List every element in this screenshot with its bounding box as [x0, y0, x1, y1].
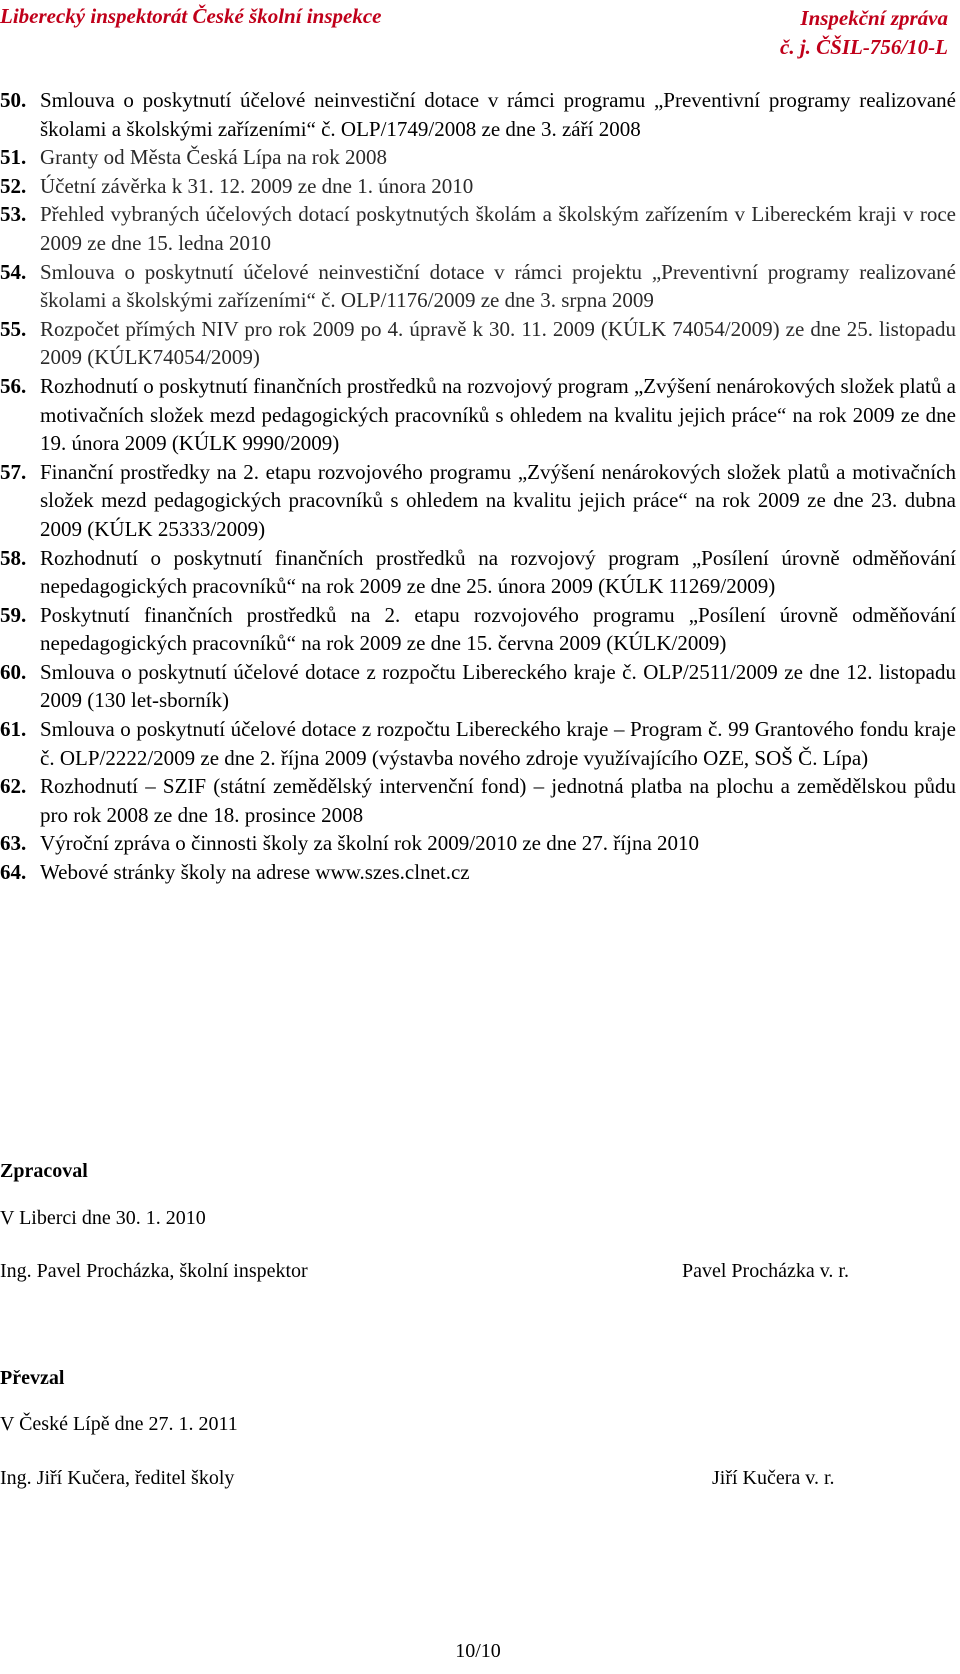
- header-report-title: Inspekční zpráva: [800, 6, 948, 30]
- header-report-info: [780, 4, 948, 62]
- list-item: [0, 715, 956, 772]
- list-item: [0, 315, 956, 372]
- list-item-text: Smlouva o poskytnutí účelové neinvestiční dotace v rámci programu „Preventivní programy realizované školami a školskými zařízeními“ č. OLP/1749/2008 ze dne 3. září 2008: [40, 88, 956, 141]
- list-item-text: Granty od Města Česká Lípa na rok 2008: [40, 145, 388, 170]
- list-item-text: Rozhodnutí o poskytnutí finančních prostředků na rozvojový program „Zvýšení nenárokových složek platů a motivačních složek mezd pedagogických pracovníků s ohledem na kvalitu jejich práce“ na rok 2009 ze dne 19. února 2009 (KÚLK 9990/2009): [40, 373, 956, 456]
- list-item-number: 62.: [0, 774, 27, 799]
- list-item-text: Finanční prostředky na 2. etapu rozvojového programu „Zvýšení nenárokových složek platů a motivačních složek mezd pedagogických pracovníků s ohledem na kvalitu jejich práce“ na rok 2009 ze dne 23. dubna 2009 (KÚLK 25333/2009): [40, 459, 956, 541]
- list-item-number: 64.: [0, 860, 27, 885]
- prepared-signature: Pavel Procházka v. r.: [682, 1260, 849, 1282]
- list-item-number: 57.: [0, 459, 27, 484]
- list-item-text: Přehled vybraných účelových dotací poskytnutých školám a školským zařízením v Libereckém kraji v roce 2009 ze dne 15. ledna 2010: [40, 202, 956, 255]
- list-item-text: Účetní závěrka k 31. 12. 2009 ze dne 1. února 2010: [40, 173, 474, 198]
- received-signature: Jiří Kučera v. r.: [712, 1467, 835, 1489]
- list-item-text: Rozhodnutí o poskytnutí finančních prostředků na rozvojový program „Posílení úrovně odměňování nepedagogických pracovníků“ na rok 2009 ze dne 25. února 2009 (KÚLK 11269/2009): [40, 545, 956, 599]
- list-item-text: Webové stránky školy na adrese www.szes.clnet.cz: [40, 860, 470, 885]
- list-item-number: 53.: [0, 202, 27, 227]
- list-item: [0, 601, 956, 658]
- list-item-number: 51.: [0, 145, 27, 170]
- list-item-number: 50.: [0, 88, 27, 112]
- document-list: [0, 86, 956, 887]
- list-item-text: Smlouva o poskytnutí účelové dotace z rozpočtu Libereckého kraje č. OLP/2511/2009 ze dne 12. listopadu 2009 (130 let-sborník): [40, 659, 956, 713]
- list-item-text: Rozpočet přímých NIV pro rok 2009 po 4. úpravě k 30. 11. 2009 (KÚLK 74054/2009) ze dne 25. listopadu 2009 (KÚLK74054/2009): [40, 316, 956, 370]
- list-item: [0, 200, 956, 257]
- list-item-number: 61.: [0, 717, 27, 742]
- list-item: [0, 544, 956, 601]
- list-item: [0, 772, 956, 829]
- prepared-inspector-name: Ing. Pavel Procházka, školní inspektor: [0, 1260, 308, 1282]
- list-item-text: Rozhodnutí – SZIF (státní zemědělský intervenční fond) – jednotná platba na plochu a zemědělskou půdu pro rok 2008 ze dne 18. prosince 2008: [40, 774, 956, 827]
- page-number: 10/10: [455, 1640, 501, 1662]
- list-item-number: 58.: [0, 545, 27, 570]
- list-item: [0, 372, 956, 458]
- list-item: [0, 829, 956, 858]
- list-item-number: 60.: [0, 659, 27, 684]
- list-item-text: Smlouva o poskytnutí účelové dotace z rozpočtu Libereckého kraje – Program č. 99 Grantového fondu kraje č. OLP/2222/2009 ze dne 2. října 2009 (výstavba nového zdroje využívajícího OZE, SOŠ Č. Lípa): [40, 717, 956, 770]
- received-heading: Převzal: [0, 1367, 65, 1389]
- list-item-number: 54.: [0, 259, 27, 284]
- list-item-number: 55.: [0, 316, 27, 341]
- received-director-name: Ing. Jiří Kučera, ředitel školy: [0, 1467, 235, 1489]
- list-item-number: 52.: [0, 173, 27, 198]
- list-item-number: 63.: [0, 831, 27, 856]
- list-item-number: 56.: [0, 373, 27, 398]
- list-item: [0, 858, 956, 887]
- header-institution-title: Liberecký inspektorát České školní inspekce: [0, 4, 382, 28]
- prepared-heading: Zpracoval: [0, 1160, 88, 1182]
- received-place-date: V České Lípě dne 27. 1. 2011: [0, 1413, 238, 1435]
- list-item: [0, 172, 956, 201]
- list-item-text: Smlouva o poskytnutí účelové neinvestiční dotace v rámci projektu „Preventivní programy realizované školami a školskými zařízeními“ č. OLP/1176/2009 ze dne 3. srpna 2009: [40, 259, 956, 313]
- list-item-number: 59.: [0, 602, 27, 627]
- header-reference-number: č. j. ČŠIL-756/10-L: [780, 35, 948, 59]
- list-item-text: Výroční zpráva o činnosti školy za školní rok 2009/2010 ze dne 27. října 2010: [40, 831, 700, 856]
- prepared-place-date: V Liberci dne 30. 1. 2010: [0, 1207, 206, 1229]
- list-item-text: Poskytnutí finančních prostředků na 2. etapu rozvojového programu „Posílení úrovně odměňování nepedagogických pracovníků“ na rok 2009 ze dne 15. června 2009 (KÚLK/2009): [40, 602, 956, 656]
- list-item: [0, 86, 956, 143]
- list-item: [0, 458, 956, 544]
- list-item: [0, 143, 956, 172]
- list-item: [0, 258, 956, 315]
- list-item: [0, 658, 956, 715]
- page-header: [0, 4, 960, 64]
